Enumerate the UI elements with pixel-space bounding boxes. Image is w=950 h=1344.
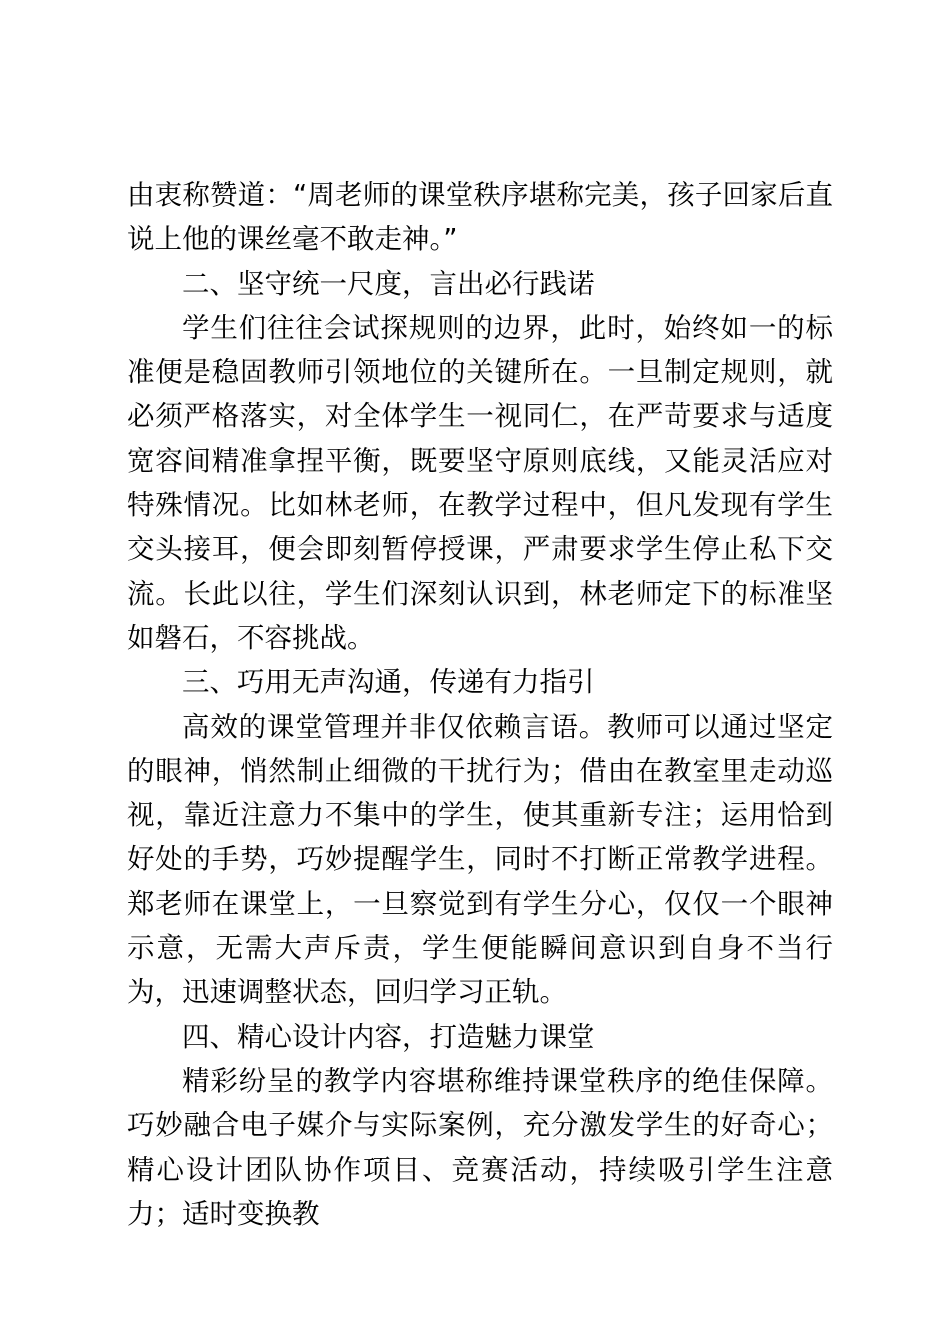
document-body: [127, 173, 833, 1236]
paragraph-continuation: 由衷称赞道：“周老师的课堂秩序堪称完美，孩子回家后直说上他的课丝毫不敢走神。”: [127, 179, 833, 256]
paragraph-section-4: 精彩纷呈的教学内容堪称维持课堂秩序的绝佳保障。巧妙融合电子媒介与实际案例，充分激发学生的好奇心；精心设计团队协作项目、竞赛活动，持续吸引学生注意力；适时变换教: [127, 1064, 833, 1230]
paragraph-section-2: 学生们往往会试探规则的边界，此时，始终如一的标准便是稳固教师引领地位的关键所在。一旦制定规则，就必须严格落实，对全体学生一视同仁，在严苛要求与适度宽容间精准拿捏平衡，既要坚守原则底线，又能灵活应对特殊情况。比如林老师，在教学过程中，但凡发现有学生交头接耳，便会即刻暂停授课，严肃要求学生停止私下交流。长此以往，学生们深刻认识到，林老师定下的标准坚如磐石，不容挑战。: [127, 311, 833, 654]
section-heading-2: 二、坚守统一尺度，言出必行践诺: [182, 267, 595, 300]
section-heading-3: 三、巧用无声沟通，传递有力指引: [182, 666, 595, 699]
paragraph-section-3: 高效的课堂管理并非仅依赖言语。教师可以通过坚定的眼神，悄然制止细微的干扰行为；借由在教室里走动巡视，靠近注意力不集中的学生，使其重新专注；运用恰到好处的手势，巧妙提醒学生，同时不打断正常教学进程。郑老师在课堂上，一旦察觉到有学生分心，仅仅一个眼神示意，无需大声斥责，学生便能瞬间意识到自身不当行为，迅速调整状态，回归学习正轨。: [127, 710, 833, 1009]
section-heading-4: 四、精心设计内容，打造魅力课堂: [182, 1020, 595, 1053]
